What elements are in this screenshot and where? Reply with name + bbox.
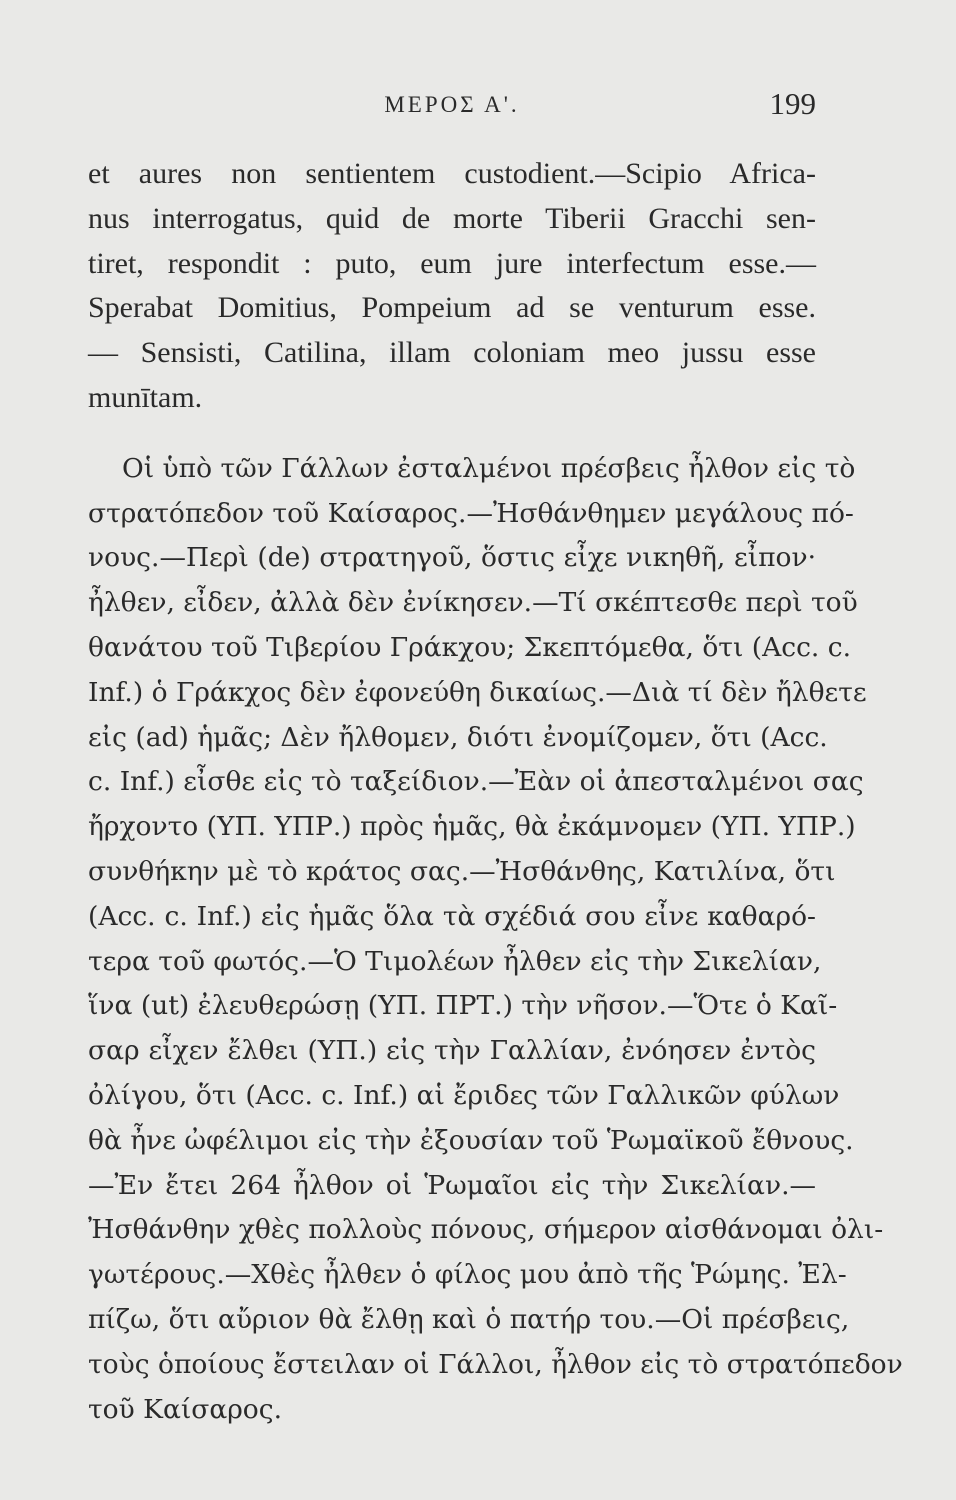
page-body (88, 152, 903, 1432)
greek-line: νους.—Περὶ (de) στρατηγοῦ, ὅστις εἶχε νικηθῆ, εἶπον· (88, 542, 816, 574)
greek-line: τερα τοῦ φωτός.—Ὁ Τιμολέων ἦλθεν εἰς τὴν Σικελίαν, (88, 945, 822, 977)
greek-line: (Acc. c. Inf.) εἰς ἡμᾶς ὅλα τὰ σχέδιά σου εἶνε καθαρό- (88, 900, 816, 932)
latin-line: tiret, respondit : puto, eum jure interfectum esse.— (88, 246, 816, 280)
greek-line: ἵνα (ut) ἐλευθερώσῃ (ΥΠ. ΠΡΤ.) τὴν νῆσον.—Ὅτε ὁ Καῖ- (88, 990, 838, 1022)
greek-line: τοῦ Καίσαρος. (88, 1393, 283, 1425)
greek-line: Inf.) ὁ Γράκχος δὲν ἐφονεύθη δικαίως.—Διὰ τί δὲν ἤλθετε (88, 676, 867, 708)
greek-line: πίζω, ὅτι αὔριον θὰ ἔλθῃ καὶ ὁ πατήρ του.—Οἱ πρέσβεις, (88, 1303, 850, 1335)
latin-line: — Sensisti, Catilina, illam coloniam meo jussu esse (88, 336, 816, 370)
latin-line: et aures non sentientem custodient.—Scipio Africa- (88, 157, 816, 190)
greek-line: ἤρχοντο (ΥΠ. ΥΠΡ.) πρὸς ἡμᾶς, θὰ ἐκάμνομεν (ΥΠ. ΥΠΡ.) (88, 811, 856, 843)
greek-line: —Ἐν ἔτει 264 ἦλθον οἱ Ῥωμαῖοι εἰς τὴν Σικελίαν.— (88, 1169, 816, 1201)
greek-line: εἰς (ad) ἡμᾶς; Δὲν ἤλθομεν, διότι ἐνομίζομεν, ὅτι (Acc. (88, 721, 828, 753)
greek-line: Οἱ ὑπὸ τῶν Γάλλων ἐσταλμένοι πρέσβεις ἦλθον εἰς τὸ (122, 452, 856, 484)
greek-line: θανάτου τοῦ Τιβερίου Γράκχου; Σκεπτόμεθα, ὅτι (Acc. c. (88, 631, 852, 663)
latin-line: Sperabat Domitius, Pompeium ad se venturum esse. (88, 291, 816, 325)
latin-paragraph (88, 152, 816, 421)
greek-line: Ἠσθάνθην χθὲς πολλοὺς πόνους, σήμερον αἰσθάνομαι ὀλι- (88, 1214, 884, 1246)
greek-line: ὀλίγου, ὅτι (Acc. c. Inf.) αἱ ἔριδες τῶν Γαλλικῶν φύλων (88, 1079, 840, 1111)
greek-line: γωτέρους.—Χθὲς ἦλθεν ὁ φίλος μου ἀπὸ τῆς Ῥώμης. Ἐλ- (88, 1259, 847, 1291)
greek-line: τοὺς ὁποίους ἔστειλαν οἱ Γάλλοι, ἦλθον εἰς τὸ στρατόπεδον (88, 1348, 903, 1380)
greek-line: συνθήκην μὲ τὸ κράτος σας.—Ἠσθάνθης, Κατιλίνα, ὅτι (88, 855, 836, 887)
greek-line: σαρ εἶχεν ἔλθει (ΥΠ.) εἰς τὴν Γαλλίαν, ἐνόησεν ἐντὸς (88, 1035, 816, 1067)
paragraph-gap (88, 421, 816, 447)
running-title: ΜΕΡΟΣ Α'. (384, 92, 520, 117)
greek-paragraph (88, 447, 903, 1433)
latin-line: nus interrogatus, quid de morte Tiberii Gracchi sen- (88, 201, 816, 235)
greek-line: c. Inf.) εἶσθε εἰς τὸ ταξείδιον.—Ἐὰν οἱ ἀπεσταλμένοι σας (88, 766, 864, 798)
greek-line: θὰ ἦνε ὠφέλιμοι εἰς τὴν ἐξουσίαν τοῦ Ῥωμαϊκοῦ ἔθνους. (88, 1124, 854, 1156)
page-header (88, 86, 816, 132)
greek-line: στρατόπεδον τοῦ Καίσαρος.—Ἠσθάνθημεν μεγάλους πό- (88, 497, 854, 529)
page-number: 199 (769, 86, 816, 121)
greek-line: ἦλθεν, εἶδεν, ἀλλὰ δὲν ἐνίκησεν.—Τί σκέπτεσθε περὶ τοῦ (88, 587, 858, 619)
latin-line: munītam. (88, 380, 203, 414)
